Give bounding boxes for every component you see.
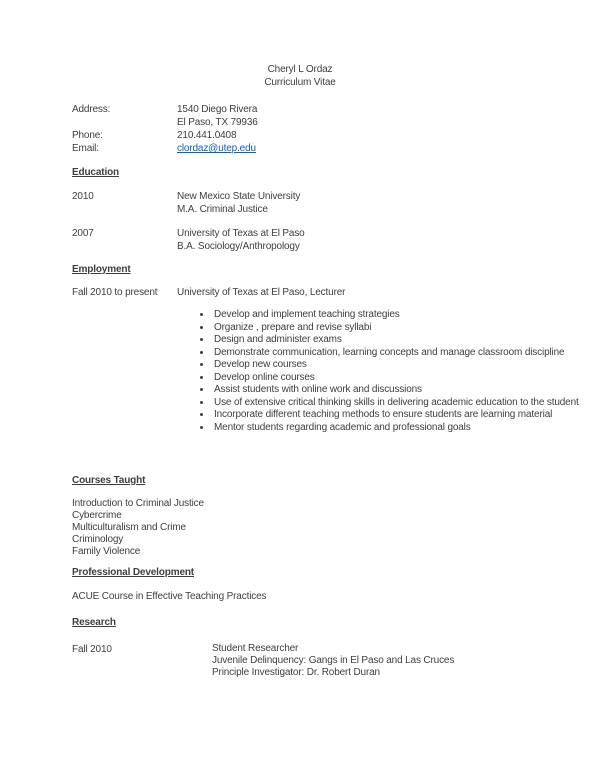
duty-item: • Develop new courses (212, 359, 600, 372)
research-role: Student Researcher (212, 643, 299, 654)
course-item: Multiculturalism and Crime (72, 522, 186, 533)
duty-item: • Demonstrate communication, learning concepts and manage classroom discipline (212, 347, 600, 360)
course-item: Family Violence (72, 546, 141, 557)
course-item: Introduction to Criminal Justice (72, 498, 204, 509)
contact-row-address2 (72, 116, 542, 129)
duty-item: • Develop online courses (212, 372, 600, 385)
duty-item: • Design and administer exams (212, 334, 600, 347)
document-author-name: Cheryl L Ordaz (267, 64, 333, 75)
professional-development-heading: Professional Development (72, 567, 194, 578)
employment-heading: Employment (72, 264, 131, 275)
courses-taught-heading: Courses Taught (72, 475, 146, 486)
address-label-spacer (72, 116, 177, 129)
course-item: Criminology (72, 534, 124, 545)
contact-row-address (72, 103, 542, 116)
research-pi: Principle Investigator: Dr. Robert Duran (212, 667, 380, 678)
duty-item: • Use of extensive critical thinking skills in delivering academic education to the student (212, 397, 600, 410)
contact-row-email (72, 142, 542, 155)
phone-label: Phone: (72, 130, 103, 141)
education-date: 2010 (72, 191, 94, 202)
email-label: Email: (72, 143, 99, 154)
duty-item: • Assist students with online work and discussions (212, 384, 600, 397)
contact-block (72, 103, 542, 155)
phone-value: 210.441.0408 (177, 130, 237, 141)
research-heading: Research (72, 617, 116, 628)
education-entry-2007 (72, 227, 542, 253)
education-school: University of Texas at El Paso (177, 228, 305, 239)
research-project: Juvenile Delinquency: Gangs in El Paso and Las Cruces (212, 655, 455, 666)
course-item: Cybercrime (72, 510, 122, 521)
duty-item: • Develop and implement teaching strategies (212, 309, 600, 322)
employment-date: Fall 2010 to present (72, 287, 158, 298)
research-date: Fall 2010 (72, 644, 112, 655)
contact-row-phone (72, 129, 542, 142)
professional-development-item: ACUE Course in Effective Teaching Practices (72, 591, 267, 602)
email-link[interactable]: clordaz@utep.edu (177, 143, 256, 154)
employment-duties-list (0, 309, 600, 434)
research-entry (72, 643, 542, 679)
education-school: New Mexico State University (177, 191, 301, 202)
employment-entry (72, 286, 542, 299)
education-heading: Education (72, 167, 119, 178)
duty-item: • Mentor students regarding academic and professional goals (212, 422, 600, 435)
employment-position: University of Texas at El Paso, Lecturer (177, 287, 346, 298)
duty-item: • Incorporate different teaching methods to ensure students are learning material (212, 409, 600, 422)
duty-item: • Organize , prepare and revise syllabi (212, 322, 600, 335)
education-degree: B.A. Sociology/Anthropology (177, 241, 300, 252)
education-date: 2007 (72, 228, 94, 239)
education-entry-2010 (72, 190, 542, 216)
title-block (0, 63, 600, 89)
document-type: Curriculum Vitae (264, 77, 336, 88)
address-line1: 1540 Diego Rivera (177, 104, 258, 115)
address-label: Address: (72, 104, 111, 115)
courses-taught-list (72, 498, 542, 558)
education-degree: M.A. Criminal Justice (177, 204, 268, 215)
address-line2: El Paso, TX 79936 (177, 117, 258, 128)
